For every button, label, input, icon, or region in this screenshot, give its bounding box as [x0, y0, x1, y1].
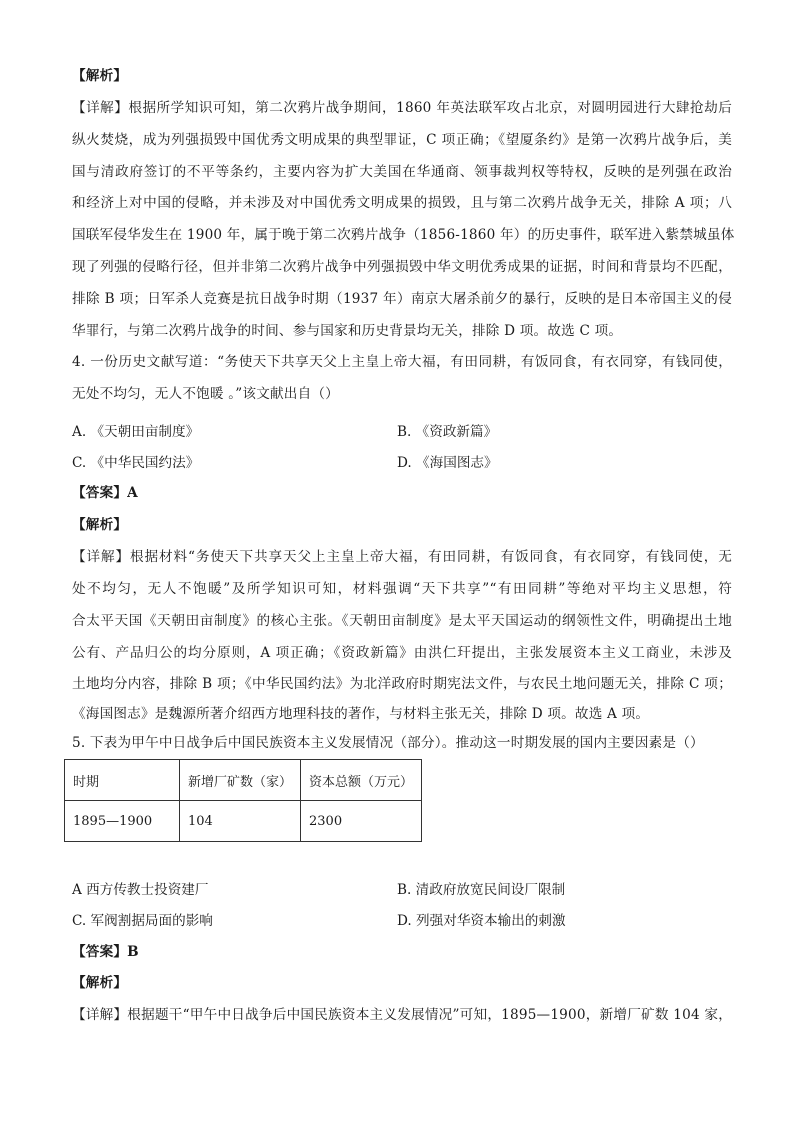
table-header-cell: 时期 [65, 760, 180, 801]
explanation-line: 国联军侵华发生在 1900 年，属于晚于第二次鸦片战争（1856-1860 年）的历史事件，联军进入紫禁城虽体 [72, 227, 735, 243]
table-header-cell: 新增厂矿数（家） [180, 760, 301, 801]
explanation-line: 【详解】根据所学知识可知，第二次鸦片战争期间，1860 年英法联军攻占北京，对圆明园进行大肆抢劫后 [72, 100, 732, 116]
table-header-row [65, 760, 422, 801]
explanation-line: 排除 B 项；日军杀人竞赛是抗日战争时期（1937 年）南京大屠杀前夕的暴行，反映的是日本帝国主义的侵 [72, 291, 732, 307]
q5-option-b: B. 清政府放宽民间设厂限制 [397, 882, 566, 898]
explanation-line: 《海国图志》是魏源所著介绍西方地理科技的著作，与材料主张无关，排除 D 项。故选 A 项。 [72, 706, 650, 722]
question-4-stem: 4. 一份历史文献写道：“务使天下共享天父上主皇上帝大福，有田同耕，有饭同食，有衣同穿，有钱同使， [72, 354, 732, 370]
answer-label: 【答案】B [72, 944, 139, 960]
table-cell: 104 [180, 801, 301, 842]
q5-data-table [64, 759, 422, 842]
explanation-line: 土地均分内容，排除 B 项；《中华民国约法》为北洋政府时期宪法文件，与农民土地问题无关，排除 C 项； [72, 676, 732, 692]
q5-option-c: C. 军阀割据局面的影响 [72, 913, 213, 929]
explanation-line: 【详解】根据题干“甲午中日战争后中国民族资本主义发展情况”可知，1895—1900，新增厂矿数 104 家， [72, 1007, 732, 1023]
analysis-heading: 【解析】 [72, 517, 128, 533]
q5-option-d: D. 列强对华资本输出的刺激 [397, 913, 566, 929]
table-cell: 2300 [301, 801, 422, 842]
question-5-stem: 5. 下表为甲午中日战争后中国民族资本主义发展情况（部分）。推动这一时期发展的国内主要因素是（） [72, 735, 704, 751]
table-cell: 1895—1900 [65, 801, 180, 842]
explanation-line: 【详解】根据材料“务使天下共享天父上主皇上帝大福，有田同耕，有饭同食，有衣同穿，有钱同使，无 [72, 549, 732, 565]
question-4-stem: 无处不均匀，无人不饱暖 。”该文献出自（） [72, 386, 339, 402]
q4-option-c: C. 《中华民国约法》 [72, 455, 200, 471]
table-row [65, 801, 422, 842]
explanation-line: 华罪行，与第二次鸦片战争的时间、参与国家和历史背景均无关，排除 D 项。故选 C 项。 [72, 323, 623, 339]
explanation-line: 国与清政府签订的不平等条约，主要内容为扩大美国在华通商、领事裁判权等特权，反映的是列强在政治 [72, 164, 732, 180]
explanation-line: 公有、产品归公的均分原则，A 项正确；《资政新篇》由洪仁玕提出，主张发展资本主义工商业，未涉及 [72, 645, 732, 661]
q4-option-d: D. 《海国图志》 [397, 455, 498, 471]
table-header-cell: 资本总额（万元） [301, 760, 422, 801]
q5-option-a: A 西方传教士投资建厂 [72, 882, 209, 898]
explanation-line: 处不均匀，无人不饱暖”及所学知识可知，材料强调“天下共享”“有田同耕”等绝对平均主义思想，符 [72, 581, 732, 597]
explanation-line: 现了列强的侵略行径，但并非第二次鸦片战争中列强损毁中华文明优秀成果的证据，时间和背景均不匹配， [72, 259, 732, 275]
analysis-heading: 【解析】 [72, 975, 128, 991]
analysis-heading: 【解析】 [72, 68, 128, 84]
explanation-line: 和经济上对中国的侵略，并未涉及对中国优秀文明成果的损毁，且与第二次鸦片战争无关，排除 A 项；八 [72, 195, 732, 211]
answer-label: 【答案】A [72, 485, 138, 501]
q4-option-b: B. 《资政新篇》 [397, 424, 498, 440]
explanation-line: 合太平天国《天朝田亩制度》的核心主张。《天朝田亩制度》是太平天国运动的纲领性文件，明确提出土地 [72, 613, 732, 629]
explanation-line: 纵火焚烧，成为列强损毁中国优秀文明成果的典型罪证，C 项正确；《望厦条约》是第一次鸦片战争后，美 [72, 132, 732, 148]
q4-option-a: A. 《天朝田亩制度》 [72, 424, 200, 440]
